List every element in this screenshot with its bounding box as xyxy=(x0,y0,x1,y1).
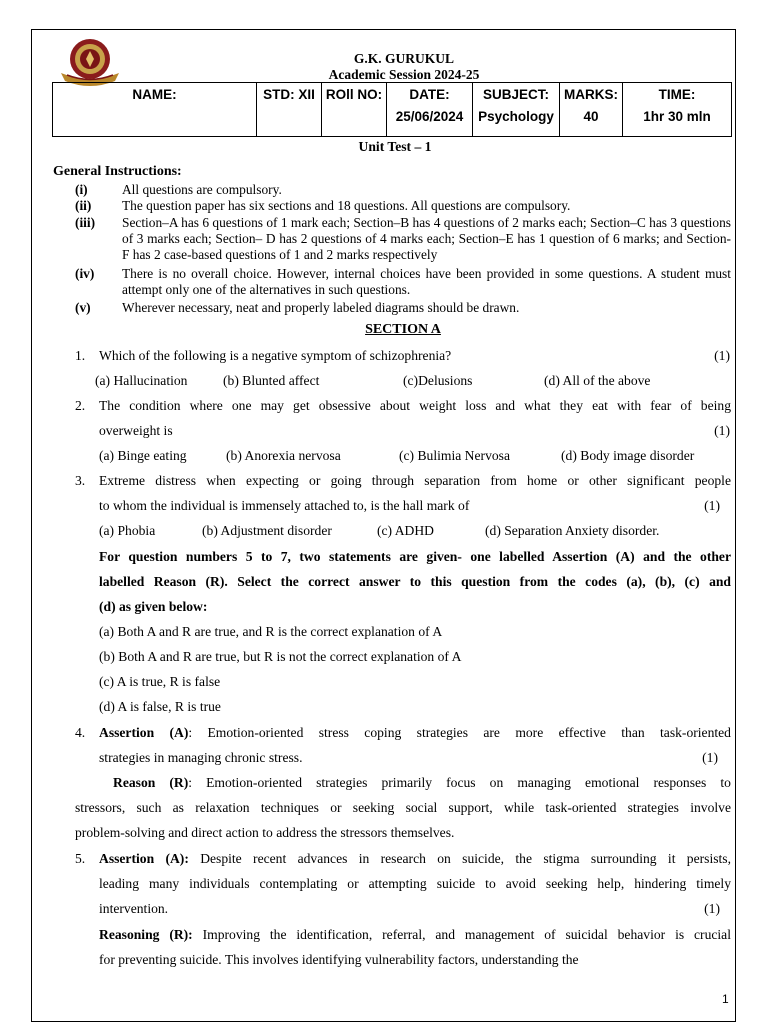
reason-label: Reason (R) xyxy=(113,775,189,790)
time-value: 1hr 30 mln xyxy=(643,109,711,124)
question-text-line2: strategies in managing chronic stress. xyxy=(99,750,303,765)
instruction-text: There is no overall choice. However, internal choices have been provided in some questions. A student must attempt only one of the alternatives in such questions. xyxy=(122,266,731,297)
school-name: G.K. GURUKUL xyxy=(353,51,455,66)
name-cell xyxy=(53,83,257,137)
assertion-label: Assertion (A): xyxy=(99,851,189,866)
question-3-options xyxy=(0,523,768,541)
name-label: NAME: xyxy=(132,87,177,102)
code-text: (a) Both A and R are true, and R is the correct explanation of A xyxy=(99,624,443,639)
assertion-text: : Emotion-oriented stress coping strategies are more effective than task-oriented xyxy=(188,725,731,740)
option-b: (b) Adjustment disorder xyxy=(202,523,332,538)
instruction-item xyxy=(75,198,731,214)
code-text: (c) A is true, R is false xyxy=(99,674,221,689)
reason-label: Reasoning (R): xyxy=(99,927,193,942)
intro-line3: (d) as given below: xyxy=(99,599,208,614)
reason-line3: problem-solving and direct action to address the stressors themselves. xyxy=(75,825,455,840)
option-c: (c)Delusions xyxy=(403,373,473,388)
general-instructions-heading: General Instructions: xyxy=(53,164,182,179)
roll-label: ROll NO: xyxy=(325,87,383,102)
question-number: 2. xyxy=(75,398,86,413)
option-c: (c) ADHD xyxy=(377,523,435,538)
question-text-line1 xyxy=(99,846,731,871)
instruction-number: (ii) xyxy=(75,198,92,213)
std-cell xyxy=(257,83,322,137)
reason-line1 xyxy=(113,770,731,795)
instruction-number: (v) xyxy=(75,300,91,315)
question-2-options xyxy=(0,448,768,466)
question-mark: (1) xyxy=(704,901,720,916)
student-info-table xyxy=(52,82,732,137)
instruction-text: Wherever necessary, neat and properly labeled diagrams should be drawn. xyxy=(122,300,520,315)
option-b: (b) Blunted affect xyxy=(223,373,320,388)
question-1-options xyxy=(0,373,768,391)
date-value: 25/06/2024 xyxy=(395,109,464,124)
option-d: (d) Separation Anxiety disorder. xyxy=(485,523,660,538)
reason-line2: stressors, such as relaxation techniques or seeking social support, while task-oriented strategies involve xyxy=(75,800,731,815)
instruction-item xyxy=(75,182,731,198)
question-text-line3: intervention. xyxy=(99,901,169,916)
intro-line2: labelled Reason (R). Select the correct answer to this question from the codes (a), (b), (c) and xyxy=(99,574,731,589)
marks-label: MARKS: xyxy=(564,87,618,102)
page-number: 1 xyxy=(722,992,729,1006)
code-text: (b) Both A and R are true, but R is not the correct explanation of A xyxy=(99,649,462,664)
instruction-text: Section–A has 6 questions of 1 mark each; Section–B has 4 questions of 2 marks each; Section–C has 3 questions of 3 marks each; Section– D has 2 questions of 4 marks each; Section–E has 1 question of 6 marks; and Section-F has 2 case-based questions of 1 and 2 marks respectively xyxy=(122,215,731,262)
question-text-line1: The condition where one may get obsessive about weight loss and what they eat with fear of being xyxy=(99,398,731,413)
option-d: (d) All of the above xyxy=(544,373,651,388)
question-text-line2: leading many individuals contemplating or attempting suicide to avoid seeking help, hindering timely xyxy=(99,876,731,891)
intro-line1: For question numbers 5 to 7, two statements are given- one labelled Assertion (A) and the other xyxy=(99,549,731,564)
instruction-item xyxy=(75,266,731,298)
reason-line2: for preventing suicide. This involves identifying vulnerability factors, understanding the xyxy=(99,952,579,967)
option-a: (a) Binge eating xyxy=(99,448,187,463)
option-c: (c) Bulimia Nervosa xyxy=(399,448,510,463)
assertion-text: Despite recent advances in research on suicide, the stigma surrounding it persists, xyxy=(188,851,731,866)
question-text-line2: to whom the individual is immensely attached to, is the hall mark of xyxy=(99,498,470,513)
date-cell xyxy=(387,83,473,137)
question-text: Which of the following is a negative symptom of schizophrenia? xyxy=(99,348,452,363)
question-number: 3. xyxy=(75,473,86,488)
roll-cell xyxy=(322,83,387,137)
question-mark: (1) xyxy=(714,348,730,363)
subject-label: SUBJECT: xyxy=(482,87,549,102)
assertion-label: Assertion (A) xyxy=(99,725,189,740)
marks-cell xyxy=(560,83,623,137)
academic-session: Academic Session 2024-25 xyxy=(328,67,480,82)
option-a: (a) Phobia xyxy=(99,523,156,538)
question-mark: (1) xyxy=(702,750,718,765)
instruction-item xyxy=(75,300,731,316)
instruction-number: (iv) xyxy=(75,266,95,281)
section-a-heading: SECTION A xyxy=(365,322,441,337)
reason-text: Improving the identification, referral, and management of suicidal behavior is crucial xyxy=(192,927,731,942)
option-d: (d) Body image disorder xyxy=(561,448,695,463)
question-number: 4. xyxy=(75,725,86,740)
question-text-line2: overweight is xyxy=(99,423,173,438)
date-label: DATE: xyxy=(409,87,450,102)
subject-value: Psychology xyxy=(478,109,554,124)
instruction-number: (i) xyxy=(75,182,88,197)
std-label: STD: XII xyxy=(263,87,315,102)
instruction-number: (iii) xyxy=(75,215,96,230)
instruction-text: All questions are compulsory. xyxy=(122,182,282,197)
option-b: (b) Anorexia nervosa xyxy=(226,448,341,463)
question-text-line1: Extreme distress when expecting or going through separation from home or other significant people xyxy=(99,473,731,488)
subject-cell xyxy=(473,83,560,137)
option-a: (a) Hallucination xyxy=(95,373,188,388)
unit-test-title: Unit Test – 1 xyxy=(358,139,432,154)
time-cell xyxy=(623,83,732,137)
instruction-text: The question paper has six sections and 18 questions. All questions are compulsory. xyxy=(122,198,571,213)
question-mark: (1) xyxy=(714,423,730,438)
code-text: (d) A is false, R is true xyxy=(99,699,221,714)
question-number: 5. xyxy=(75,851,86,866)
marks-value: 40 xyxy=(583,109,599,124)
question-number: 1. xyxy=(75,348,86,363)
reason-text: : Emotion-oriented strategies primarily focus on managing emotional responses to xyxy=(188,775,731,790)
reason-line1 xyxy=(99,922,731,947)
question-mark: (1) xyxy=(704,498,720,513)
question-text-line1 xyxy=(99,720,731,745)
time-label: TIME: xyxy=(658,87,696,102)
instruction-item xyxy=(75,215,731,263)
